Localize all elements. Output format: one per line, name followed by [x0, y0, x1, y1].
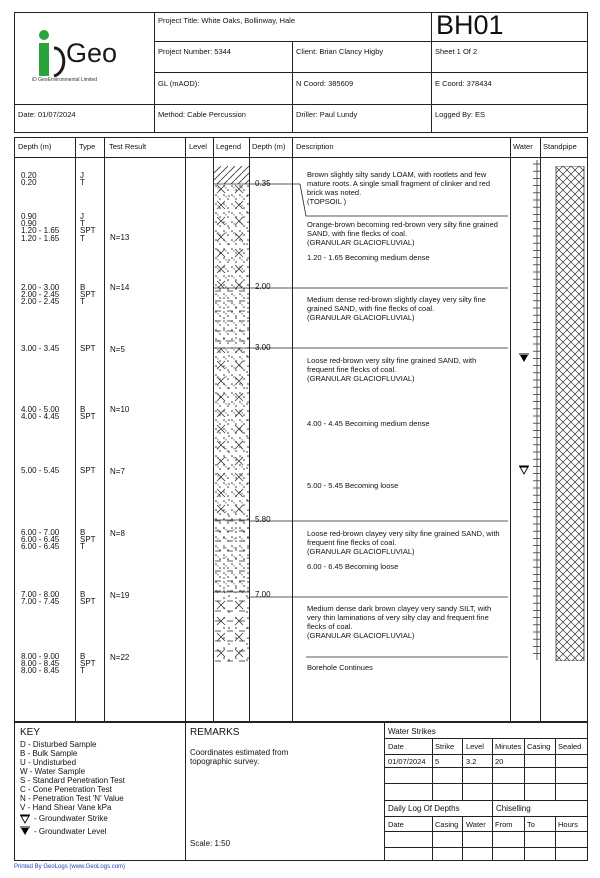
chiselling-title: Chiselling	[496, 804, 531, 813]
ground-level: GL (mAOD):	[158, 79, 200, 88]
dl-header-from: From	[495, 820, 513, 829]
sample-type-6: SPT	[80, 466, 96, 475]
logo-i-icon	[30, 28, 70, 82]
sample-test-2: N=13	[110, 233, 130, 242]
daily-log-title: Daily Log Of Depths	[388, 804, 460, 813]
sample-test-3: N=14	[110, 283, 130, 292]
ws-header-date: Date	[388, 742, 404, 751]
footer-printed-by[interactable]: Printed By GeoLogs (www.GeoLogs.com)	[14, 864, 126, 870]
sample-test-6: N=7	[110, 467, 125, 476]
groundwater-strike-icon	[519, 465, 529, 475]
company-logo	[30, 28, 140, 88]
date: Date: 01/07/2024	[18, 110, 76, 119]
ws-header-casing: Casing	[527, 742, 551, 751]
description-4-note-2: 5.00 - 5.45 Becoming loose	[307, 481, 399, 490]
remarks-title: REMARKS	[190, 727, 240, 738]
ws-header-strike: Strike	[435, 742, 455, 751]
sample-type-8: B SPT	[80, 590, 96, 607]
description-5: Loose red-brown clayey very silty fine grained SAND, with frequent fine flecks of coal. (GRANULAR GLACIOFLUVIAL) 6.00 - 6.45 Becoming loose	[307, 529, 500, 571]
logo-text: Geo	[66, 38, 118, 68]
dl-header-casing: Casing	[435, 820, 459, 829]
sample-type-2: J T SPT T	[80, 212, 96, 243]
key-item-8: V - Hand Shear Vane kPa	[20, 803, 112, 812]
stratum-depth-1: 0.35	[255, 179, 271, 188]
project-number: Project Number: 5344	[158, 47, 231, 56]
sample-test-4: N=5	[110, 345, 125, 354]
description-1: Brown slightly silty sandy LOAM, with rootlets and few mature roots. A single small fragment of clinker and red brick was noted. (TOPSOIL )	[307, 170, 491, 206]
borehole-id: BH01	[436, 10, 504, 40]
key-item-7: N - Penetration Test 'N' Value	[20, 794, 124, 803]
sample-depth-6: 5.00 - 5.45	[21, 466, 60, 475]
description-2: Orange-brown becoming red-brown very silty fine grained SAND, with fine flecks of coal. (GRANULAR GLACIOFLUVIAL) 1.20 - 1.65 Becoming medium dense	[307, 220, 498, 262]
sample-type-7: B SPT T	[80, 528, 96, 552]
stratum-depth-2: 2.00	[255, 282, 271, 291]
ws-row-minutes: 20	[495, 757, 504, 766]
sample-type-5: B SPT	[80, 405, 96, 422]
col-type: Type	[79, 142, 96, 151]
dl-header-hours: Hours	[558, 820, 579, 829]
ws-row-level: 3.2	[466, 757, 477, 766]
sample-type-3: B SPT T	[80, 283, 96, 307]
method: Method: Cable Percussion	[158, 110, 246, 119]
scale: Scale: 1:50	[190, 839, 231, 848]
key-item-5: S - Standard Penetration Test	[20, 776, 125, 785]
description-3: Medium dense red-brown slightly clayey very silty fine grained SAND, with fine flecks of coal. (GRANULAR GLACIOFLUVIAL)	[307, 295, 486, 322]
key-item-1: D - Disturbed Sample	[20, 740, 97, 749]
sample-test-8: N=19	[110, 591, 130, 600]
sample-type-9: B SPT T	[80, 652, 96, 676]
sample-depth-9: 8.00 - 9.00 8.00 - 8.45 8.00 - 8.45	[21, 652, 60, 676]
key-strike-icon	[20, 814, 30, 826]
dl-header-water: Water	[466, 820, 486, 829]
key-item-3: U - Undisturbed	[20, 758, 77, 767]
stratum-depth-4: 5.80	[255, 515, 271, 524]
key-level: - Groundwater Level	[34, 827, 107, 836]
sample-test-9: N=22	[110, 653, 130, 662]
description-4-note-1: 4.00 - 4.45 Becoming medium dense	[307, 419, 430, 428]
sheet-number: Sheet 1 Of 2	[435, 47, 478, 56]
key-item-2: B - Bulk Sample	[20, 749, 78, 758]
sample-test-7: N=8	[110, 529, 125, 538]
dl-header-date: Date	[388, 820, 404, 829]
sample-depth-8: 7.00 - 8.00 7.00 - 7.45	[21, 590, 60, 607]
sample-depth-4: 3.00 - 3.45	[21, 344, 60, 353]
ws-row-date: 01/07/2024	[388, 757, 426, 766]
col-water: Water	[513, 142, 533, 151]
col-level: Level	[189, 142, 207, 151]
col-depth: Depth (m)	[18, 142, 52, 151]
col-standpipe: Standpipe	[543, 142, 577, 151]
key-item-6: C - Cone Penetration Test	[20, 785, 112, 794]
col-test-result: Test Result	[109, 142, 147, 151]
ws-header-sealed: Sealed	[558, 742, 582, 751]
col-legend: Legend	[216, 142, 242, 151]
key-strike: - Groundwater Strike	[34, 814, 108, 823]
strata-legend	[214, 166, 249, 663]
dl-header-to: To	[527, 820, 535, 829]
borehole-continues: Borehole Continues	[307, 663, 373, 672]
sample-depth-3: 2.00 - 3.00 2.00 - 2.45 2.00 - 2.45	[21, 283, 60, 307]
sample-test-5: N=10	[110, 405, 130, 414]
project-title: Project Title: White Oaks, Bollinway, Hale	[158, 16, 295, 25]
driller: Driller: Paul Lundy	[296, 110, 358, 119]
logged-by: Logged By: ES	[435, 110, 486, 119]
client: Client: Brian Clancy Higby	[296, 47, 384, 56]
key-title: KEY	[20, 727, 41, 738]
sample-depth-1: 0.20 0.20	[21, 171, 37, 188]
col-description: Description	[296, 142, 334, 151]
groundwater-level-icon	[519, 353, 529, 363]
description-6: Medium dense dark brown clayey very sandy SILT, with very thin laminations of very silty clay and frequent fine flecks of coal. (GRANULAR GLACIOFLUVIAL)	[307, 604, 492, 640]
key-level-icon	[20, 826, 30, 838]
ws-header-level: Level	[466, 742, 484, 751]
description-4: Loose red-brown very silty fine grained SAND, with frequent fine flecks of coal. (GRANULAR GLACIOFLUVIAL)	[307, 356, 477, 383]
sample-type-4: SPT	[80, 344, 96, 353]
sample-type-1: J T	[80, 171, 85, 188]
water-strikes-title: Water Strikes	[388, 727, 436, 736]
key-item-4: W - Water Sample	[20, 767, 86, 776]
logo-subtitle: iD GeoEnvironmental Limited	[32, 77, 98, 83]
easting: E Coord: 378434	[435, 79, 492, 88]
col-depth-2: Depth (m)	[252, 142, 286, 151]
stratum-depth-5: 7.00	[255, 590, 271, 599]
stratum-depth-3: 3.00	[255, 343, 271, 352]
ws-row-strike: 5	[435, 757, 440, 766]
sample-depth-7: 6.00 - 7.00 6.00 - 6.45 6.00 - 6.45	[21, 528, 60, 552]
northing: N Coord: 385609	[296, 79, 354, 88]
casing-tick-column	[532, 160, 542, 660]
sample-depth-5: 4.00 - 5.00 4.00 - 4.45	[21, 405, 60, 422]
remarks-text: Coordinates estimated from topographic survey.	[190, 748, 289, 767]
standpipe-graphic	[555, 166, 585, 661]
sample-depth-2: 0.90 0.90 1.20 - 1.65 1.20 - 1.65	[21, 212, 60, 243]
ws-header-minutes: Minutes	[495, 742, 522, 751]
